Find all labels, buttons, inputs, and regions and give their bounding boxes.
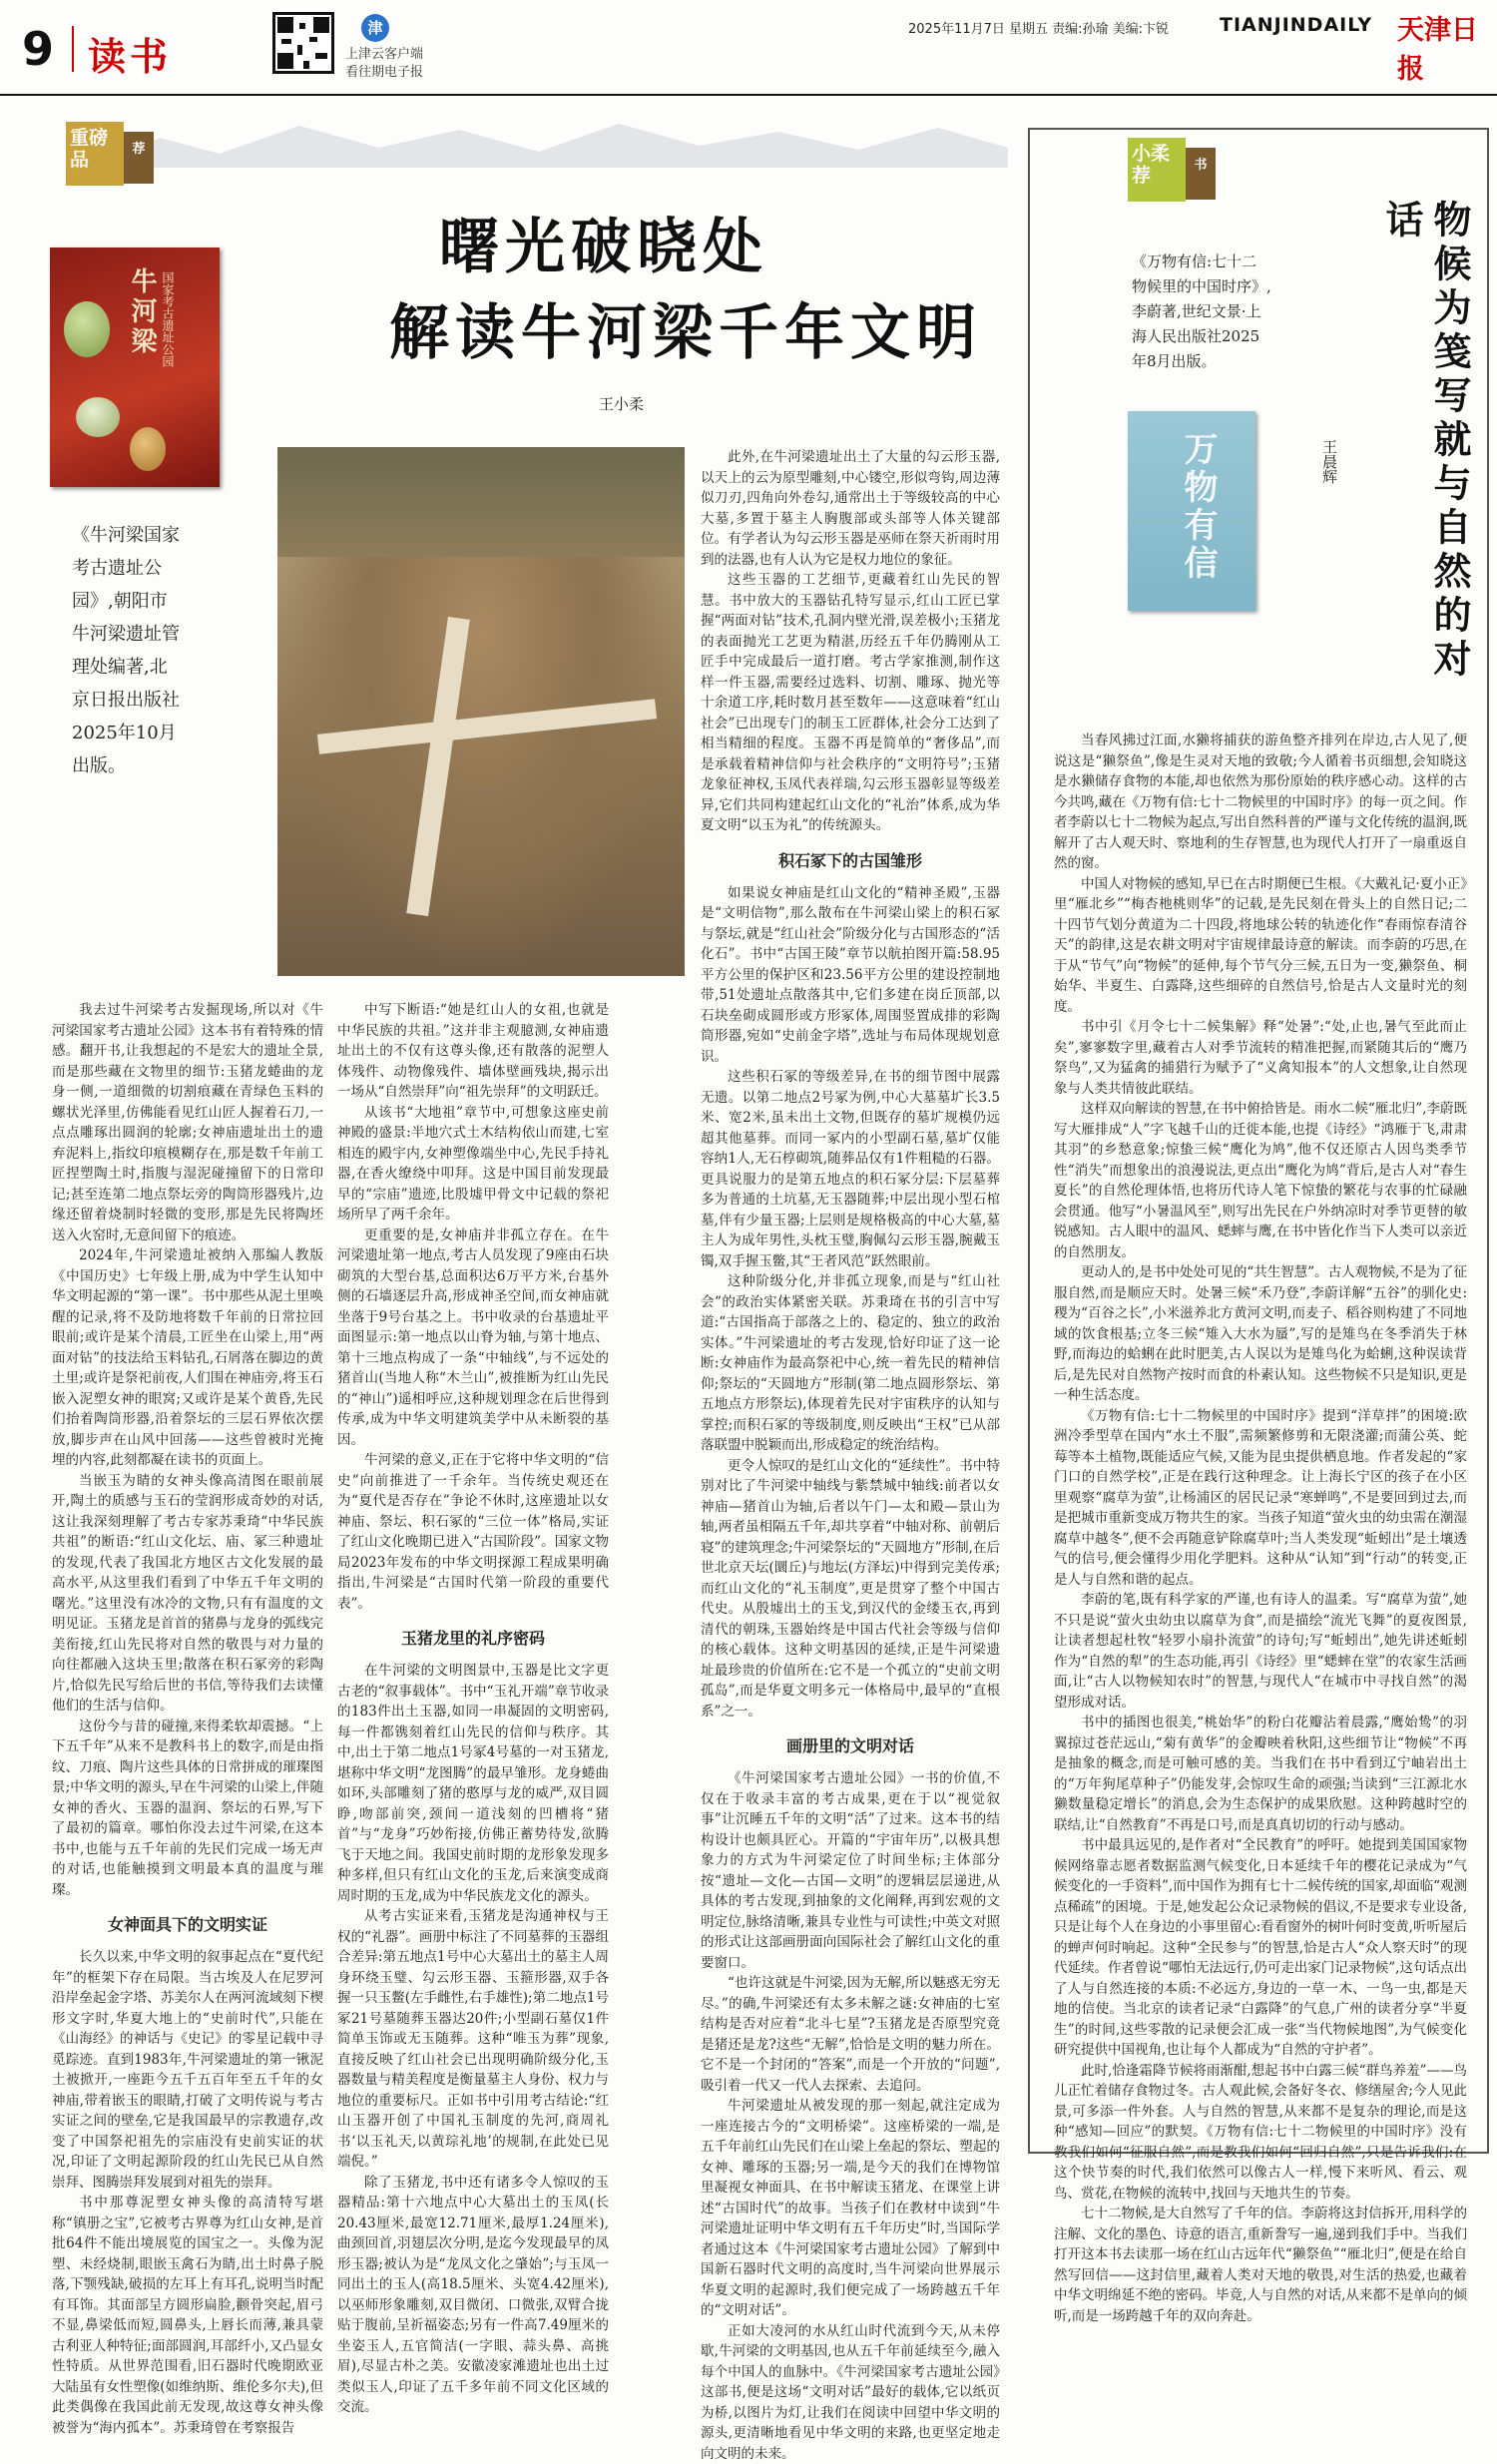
paragraph: 中国人对物候的感知,早已在古时期便已生根。《大戴礼记·夏小正》里“雁北乡”“梅杏杝桃则华”的记载,是先民刻在骨头上的自然日记;二十四节气划分黄道为二十四段,将地球公转的轨迹化作“春雨惊春清谷天”的韵律,这是农耕文明对宇宙规律最诗意的解读。而李蔚的巧思,在于从“节气”向“物候”的延伸,每个节气分三候,五日为一变,獭祭鱼、桐始华、半夏生、白露降,这些细碎的自然信号,恰是古人文量时光的刻度。	[1054, 874, 1467, 1018]
paragraph: 这份今与昔的碰撞,来得柔软却震撼。“上下五千年”从来不是教科书上的数字,而是由指纹、刀痕、陶片这些具体的日常拼成的璀璨图景;中华文明的源头,早在牛河梁的山梁上,伴随女神的香火、玉器的温润、祭坛的石界,写下了最初的篇章。哪怕你没去过牛河梁,在这本书中,也能与五千年前的先民们完成一场无声的对话,也能触摸到文明最本真的温度与璀璨。	[52, 1717, 323, 1901]
article-title-line-1: 曙光破晓处	[439, 200, 768, 285]
paragraph: 除了玉猪龙,书中还有诸多令人惊叹的玉器精品:第十六地点中心大墓出土的玉凤(长20.43厘米,最宽12.71厘米,最厚1.24厘米),曲颈回首,羽翅层次分明,是迄今发现最早的凤形玉器;被认为是“龙凤文化之肇始”;与玉凤一同出土的玉人(高18.5厘米、头宽4.42厘米),以巫师形象雕刻,双目微闭、口微张,双臂合拢贴于腹前,呈祈福姿态;另有一件高7.49厘米的坐姿玉人,五官简洁(一字眼、蒜头鼻、高挑眉),尽显古朴之美。安徽凌家滩遗址也出土过类似玉人,印证了五千多年前不同文化区域的交流。	[337, 2173, 609, 2418]
paragraph: 这些积石冢的等级差异,在书的细节图中展露无遗。以第二地点2号冢为例,中心大墓墓圹长3.5米、宽2米,虽未出土文物,但既存的墓圹规模仍远超其他墓葬。而同一冢内的小型副石墓,墓圹仅能容纳1人,无石椁砌筑,随葬品仅有1件粗糙的石器。更具说服力的是第五地点的积石冢分层:下层墓葬多为普通的土坑墓,无玉器随葬;中层出现小型石棺墓,伴有少量玉器;上层则是规格极高的中心大墓,墓主人为成年男性,头枕玉璧,胸佩勾云形玉器,腕戴玉镯,双手握玉鳖,其“王者风范”跃然眼前。	[701, 1067, 1000, 1271]
paragraph: 《牛河梁国家考古遗址公园》一书的价值,不仅在于收录丰富的考古成果,更在于以“视觉叙事”让沉睡五千年的文明“活”了过来。这本书的结构设计也颇具匠心。开篇的“宇宙年历”,以极具想象力的方式为牛河梁定位了时间坐标;主体部分按“遗址—文化—古国—文明”的逻辑层层递进,从具体的考古发现,到抽象的文化阐释,再到宏观的文明定位,脉络清晰,兼具专业性与可读性;中英文对照的形式让这部画册面向国际社会了解红山文化的重要窗口。	[701, 1768, 1000, 1973]
subheading: 积石冢下的古国雏形	[701, 848, 1000, 871]
paragraph: 这种阶级分化,并非孤立现象,而是与“红山社会”的政治实体紧密关联。苏秉琦在书的引言中写道:“古国指高于部落之上的、稳定的、独立的政治实体。”牛河梁遗址的考古发现,恰好印证了这一论断:女神庙作为最高祭祀中心,统一着先民的精神信仰;祭坛的“天圆地方”形制(第二地点圆形祭坛、第五地点方形祭坛),体现着先民对宇宙秩序的认知与掌控;而积石冢的等级制度,则反映出“王权”已从部落联盟中脱颖而出,形成稳定的统治结构。	[701, 1271, 1000, 1456]
paragraph: 这样双向解读的智慧,在书中俯拾皆是。雨水二候“雁北归”,李蔚既写大雁排成“人”字飞越千山的迁徙本能,也提《诗经》“鸿雁于飞,肃肃其羽”的乡愁意象;惊蛰三候“鹰化为鸠”,他不仅还原古人因鸟类季节性“消失”而想象出的浪漫说法,更点出“鹰化为鸠”背后,是古人对“春生夏长”的自然伦理体悟,也将历代诗人笔下惊蛰的繁花与农事的忙碌融会贯通。他写“小暑温风至”,则写出先民在户外纳凉时对季节更替的敏锐感知。古人眼中的温风、蟋蟀与鹰,在书中皆化作当下人类可以亲近的自然朋友。	[1054, 1099, 1467, 1262]
paragraph: 牛河梁遗址从被发现的那一刻起,就注定成为一座连接古今的“文明桥梁”。这座桥梁的一端,是五千年前红山先民们在山梁上垒起的祭坛、塑起的女神、雕琢的玉器;另一端,是今天的我们在博物馆里凝视女神面具、在书中解读玉猪龙、在课堂上讲述“古国时代”的故事。当孩子们在教材中读到“牛河梁遗址证明中华文明有五千年历史”时,当国际学者通过这本《牛河梁国家考古遗址公园》了解到中国新石器时代文明的高度时,当牛河梁向世界展示华夏文明的起源时,我们便完成了一场跨越五千年的“文明对话”。	[701, 2096, 1000, 2321]
sidebar-body	[1054, 731, 1467, 2148]
book-caption-right: 《万物有信:七十二物候里的中国时序》,李蔚著,世纪文景·上海人民出版社2025年8月出版。	[1132, 249, 1271, 374]
column-2	[337, 1000, 609, 2154]
paragraph: 牛河梁的意义,正在于它将中华文明的“信史”向前推进了一千余年。当传统史观还在为“夏代是否存在”争论不休时,这座遗址以女神庙、祭坛、积石冢的“三位一体”格局,实证了红山文化晚期已进入“古国阶段”。国家文物局2023年发布的中华文明探源工程成果明确指出,牛河梁是“古国时代第一阶段的重要代表”。	[337, 1450, 609, 1614]
sidebar-tag-suffix: 书	[1186, 148, 1216, 200]
issue-meta: 2025年11月7日 星期五 责编:孙瑜 美编:卞锐	[908, 18, 1169, 37]
sidebar-tag	[1128, 138, 1186, 202]
book-cover-right-title: 万物有信	[1174, 431, 1223, 583]
paragraph: 李蔚的笔,既有科学家的严谨,也有诗人的温柔。写“腐草为萤”,她不只是说“萤火虫幼虫以腐草为食”,而是描绘“流光飞舞”的夏夜图景,让读者想起杜牧“轻罗小扇扑流萤”的诗句;写“蚯蚓出”,她先讲述蚯蚓作为“自然的犁”的生态功能,再引《诗经》里“蟋蟀在堂”的农家生活画面,让“古人以物候知农时”的智慧,与现代人“在城市中寻找自然”的渴望形成对话。	[1054, 1590, 1467, 1713]
sidebar-author: 王晨辉	[1319, 439, 1340, 484]
paragraph: 2024年,牛河梁遗址被纳入那编人教版《中国历史》七年级上册,成为中学生认知中华文明起源的“第一课”。书中那些从泥土里唤醒的记录,将不及防地将数千年前的日常拉回眼前;或许是某个清晨,工匠坐在山梁上,用“两面对钻”的技法给玉料钻孔,石屑落在脚边的黄土里;或许是祭祀前夜,人们围在神庙旁,将玉石嵌入泥塑女神的眼窝;又或许是某个黄昏,先民们抬着陶筒形器,沿着祭坛的三层石界依次摆放,脚步声在山风中回荡——这些曾被时光掩埋的内容,此刻都凝在读书的页面上。	[52, 1245, 323, 1471]
paragraph: 书中那尊泥塑女神头像的高清特写堪称“镇册之宝”,它被考古界尊为红山女神,是首批64件不能出境展览的国宝之一。头像为泥塑、未经烧制,眼嵌玉禽石为睛,出土时鼻子脱落,下颚残缺,破损的左耳上有耳孔,说明当时配有耳饰。其面部呈方圆形扁脸,颧骨突起,眉弓不显,鼻梁低而短,圆鼻头,上唇长而薄,兼具蒙古利亚人种特征;面部圆润,耳部纤小,又凸显女性特质。从世界范围看,旧石器时代晚期欧亚大陆虽有女性塑像(如维纳斯、维伦多尔夫),但此类偶像在我国此前无发现,故这尊女神头像被誉为“海内孤本”。苏秉琦曾在考察报告	[52, 2193, 323, 2438]
excavation-photo	[277, 447, 685, 976]
paragraph: 《万物有信:七十二物候里的中国时序》提到“洋草拌”的困境:欧洲冷季型草在国内“水土不服”,需频繁修剪和无限浇灌;而蒲公英、蛇莓等本土植物,既能适应气候,又能为昆虫提供栖息地。作者发起的“家门口的自然学校”,正是在践行这种理念。让上海长宁区的孩子在小区里观察“腐草为萤”,让杨浦区的居民记录“寒蝉鸣”,不是要回到过去,而是把城市重新变成万物共生的家。当孩子知道“萤火虫的幼虫需在潮湿腐草中越冬”,便不会再随意铲除腐草叶;当人类发现“蚯蚓出”是土壤透气的信号,便会懂得少用化学肥料。这种从“认知”到“行动”的转变,正是人与自然和谐的起点。	[1054, 1406, 1467, 1591]
excavation-trench-cross	[317, 699, 657, 753]
subheading: 玉猪龙里的礼序密码	[337, 1626, 609, 1649]
paragraph: 更重要的是,女神庙并非孤立存在。在牛河梁遗址第一地点,考古人员发现了9座由石块砌筑的大型台基,总面积达6万平方米,台基外侧的石墙逐层升高,形成神圣空间,而女神庙就坐落于9号台基之上。书中收录的台基遗址平面图显示:第一地点以山脊为轴,与第十地点、第十三地点构成了一条“中轴线”,与不远处的猪首山(当地人称“木兰山”,被推断为红山先民的“神山”)遥相呼应,这种规划理念在后世得到传承,成为中华文明建筑美学中从未断裂的基因。	[337, 1226, 609, 1451]
jade-pig-dragon-icon	[64, 301, 110, 357]
qr-code-icon	[272, 12, 334, 74]
paragraph: 当春风拂过江面,水獭将捕获的游鱼整齐排列在岸边,古人见了,便说这是“獭祭鱼”,像是生灵对天地的致敬;今人循着书页细想,会知晓这是水獭储存食物的本能,却也依然为那份原始的秩序感心动。这样的古今共鸣,藏在《万物有信:七十二物候里的中国时序》的每一页之间。作者李蔚以七十二物候为起点,写出自然科普的严谨与文化传统的温润,既解开了古人观天时、察地利的生存智慧,也为现代人打开了一扇重返自然的窗。	[1054, 731, 1467, 874]
client-line-1: 上津云客户端	[345, 46, 423, 64]
paragraph: 书中引《月令七十二候集解》释“处暑”:“处,止也,暑气至此而止矣”,寥寥数字里,藏着古人对季节流转的精准把握,而紧随其后的“鹰乃祭鸟”,又为猛禽的捕猎行为赋予了“义禽知报本”的人文想象,让自然现象与人类共情彼此联结。	[1054, 1017, 1467, 1099]
brand-en: TIANJINDAILY	[1220, 14, 1372, 36]
mountain-decoration	[100, 118, 1008, 168]
paragraph: 正如大凌河的水从红山时代流到今天,从未停歇,牛河梁的文明基因,也从五千年前延续至今,融入每个中国人的血脉中。《牛河梁国家考古遗址公园》这部书,便是这场“文明对话”最好的载体,它以纸页为桥,以图片为灯,让我们在阅读中回望中华文明的源头,更清晰地看见中华文明的来路,也更坚定地走向文明的未来。	[701, 2321, 1000, 2464]
book-caption-left: 《牛河梁国家考古遗址公园》,朝阳市牛河梁遗址管理处编著,北京日报出版社2025年10月出版。	[72, 519, 182, 782]
brand-cn: 天津日报	[1397, 8, 1497, 86]
paragraph: 书中的插图也很美,“桃始华”的粉白花瓣沾着晨露,“鹰始鸷”的羽翼掠过苍茫远山,“菊有黄华”的金瓣映着秋阳,这些细节让“物候”不再是抽象的概念,而是可触可感的美。当我们在书中看到辽宁岫岩出土的“万年狗尾草种子”仍能发芽,会惊叹生命的顽强;当读到“三江源北水獭数量稳定增长”的消息,会为生态保护的成果欣慰。这种跨越时空的联结,让“自然教育”不再是口号,而是真真切切的行动与感动。	[1054, 1713, 1467, 1835]
excavation-trench	[406, 617, 470, 916]
sidebar-tag-label: 小柔荐	[1132, 143, 1170, 187]
book-cover-right	[1128, 411, 1255, 611]
paragraph: 书中最具远见的,是作者对“全民教育”的呼吁。她提到美国国家物候网络靠志愿者数据监测气候变化,日本延续千年的樱花记录成为“气候变化的一手资料”,而中国作为拥有七十二候传统的国家,却面临“观测点稀疏”的困境。于是,她发起公众记录物候的倡议,不是要求专业设备,只是让每个人在身边的小事里留心:看看窗外的树叶何时变黄,听听屋后的蝉声何时响起。这种“全民参与”的智慧,恰是古人“众人察天时”的现代延续。作者曾说“哪怕无法远行,仍可走出家门记录物候”,这句话点出了人与自然连接的本质:不必远方,身边的一草一木、一鸟一虫,都是天地的信使。当北京的读者记录“白露降”的气息,广州的读者分享“半夏生”的时间,这些零散的记录便会汇成一张“当代物候地图”,为气候变化研究提供中国视角,也让每个人都成为“自然的守护者”。	[1054, 1835, 1467, 2061]
paragraph: 中写下断语:“她是红山人的女祖,也就是中华民族的共祖。”这并非主观臆测,女神庙遗址出土的不仅有这尊头像,还有散落的泥塑人体残件、动物像残件、墙体壁画残块,揭示出一场从“自然崇拜”向“祖先崇拜”的文明跃迁。	[337, 1000, 609, 1103]
jade-ornament-icon	[76, 397, 120, 437]
book-cover-subtitle: 国家考古遗址公园	[160, 271, 177, 367]
column-3	[701, 447, 1000, 2154]
page-number: 9	[22, 22, 54, 76]
masthead-divider	[72, 26, 74, 72]
client-logo-icon: 津	[361, 14, 389, 42]
section-title: 读书	[88, 26, 172, 81]
paragraph: 七十二物候,是大自然写了千年的信。李蔚将这封信拆开,用科学的注解、文化的墨色、诗意的语言,重新誊写一遍,递到我们手中。当我们打开这本书去读那一场在红山古远年代“獭祭鱼”“雁北归”,便是在给自然写回信——这封信里,藏着人类对天地的敬畏,对生活的热爱,也藏着中华文明绵延不绝的密码。毕竟,人与自然的对话,从来都不是单向的倾听,而是一场跨越千年的双向奔赴。	[1054, 2204, 1467, 2326]
subheading: 女神面具下的文明实证	[52, 1912, 323, 1935]
paragraph: 长久以来,中华文明的叙事起点在“夏代纪年”的框架下存在局限。当古埃及人在尼罗河沿岸垒起金字塔、苏美尔人在两河流域刻下楔形文字时,华夏大地上的“史前时代”,只能在《山海经》的神话与《史记》的零星记载中寻觅踪迹。直到1983年,牛河梁遗址的第一锹泥土被掀开,一座距今五千五百年至五千年的女神庙,带着嵌玉的眼睛,打破了文明传说与考古实证之间的壁垒,它是我国最早的宗教遗存,改变了中国祭祀祖先的宗庙没有史前实证的状况,印证了文明起源阶段的红山先民已从自然崇拜、图腾崇拜发展到对祖先的崇拜。	[52, 1947, 323, 2193]
book-cover-left	[50, 247, 220, 487]
paragraph: 在牛河梁的文明图景中,玉器是比文字更古老的“叙事载体”。书中“玉礼开端”章节收录的183件出土玉器,如同一串凝固的文明密码,每一件都镌刻着红山先民的信仰与秩序。其中,出土于第二地点1号冢4号墓的一对玉猪龙,堪称中华文明“龙图腾”的最早雏形。龙身蜷曲如环,头部雕刻了猪的憨厚与龙的威严,双目圆睁,吻部前突,颈间一道浅刻的凹槽将“猪首”与“龙身”巧妙衔接,仿佛正蓄势待发,欲腾飞于天地之间。我国史前时期的龙形象发现多种多样,但只有红山文化的玉龙,后来演变成商周时期的玉龙,成为中华民族龙文化的源头。	[337, 1661, 609, 1906]
paragraph: 这些玉器的工艺细节,更藏着红山先民的智慧。书中放大的玉器钻孔特写显示,红山工匠已掌握“两面对钻”技术,孔洞内壁光滑,误差极小;玉猪龙的表面抛光工艺更为精湛,历经五千年仍腾刚从工匠手中完成最后一道打磨。考古学家推测,制作这样一件玉器,需要经过选料、切割、雕琢、抛光等十余道工序,耗时数月甚至数年——这意味着“红山社会”已出现专门的制玉工匠群体,社会分工达到了相当精细的程度。玉器不再是简单的“奢侈品”,而是承载着精神信仰与社会秩序的“文明符号”;玉猪龙象征神权,玉凤代表祥瑞,勾云形玉器彰显等级差异,它们共同构建起红山文化的“礼治”体系,成为华夏文明“以玉为礼”的传统源头。	[701, 570, 1000, 836]
tree-line	[277, 447, 685, 557]
client-promo	[345, 46, 423, 82]
article-author: 王小柔	[599, 393, 644, 414]
paragraph: “也许这就是牛河梁,因为无解,所以魅惑无穷无尽。”的确,牛河梁还有太多未解之谜:女神庙的七室结构是否对应着“北斗七星”?玉猪龙是否原型究竟是猪还是龙?这些“无解”,恰恰是文明的魅力所在。它不是一个封闭的“答案”,而是一个开放的“问题”,吸引着一代又一代人去探索、去追问。	[701, 1973, 1000, 2096]
section-tag-label: 重磅品	[70, 127, 108, 171]
subheading: 画册里的文明对话	[701, 1733, 1000, 1756]
paragraph: 此外,在牛河梁遗址出土了大量的勾云形玉器,以天上的云为原型雕刻,中心镂空,形似弯钩,周边薄似刀刃,四角向外卷勾,通常出土于等级较高的中心大墓,多置于墓主人胸腹部或头部等人体关键部位。有学者认为勾云形玉器是巫师在祭天祈雨时用到的法器,也有人认为它是权力地位的象征。	[701, 447, 1000, 570]
paragraph: 更令人惊叹的是红山文化的“延续性”。书中特别对比了牛河梁中轴线与紫禁城中轴线:前者以女神庙—猪首山为轴,后者以午门—太和殿—景山为轴,两者虽相隔五千年,却共享着“中轴对称、前朝后寝”的建筑理念;牛河梁祭坛的“天圆地方”形制,在后世北京天坛(圜丘)与地坛(方泽坛)中得到完美传承;而红山文化的“礼玉制度”,更是贯穿了整个中国古代史。从殷墟出土的玉戈,到汉代的金缕玉衣,再到清代的朝珠,玉器始终是中国古代社会等级与信仰的核心载体。这种文明基因的延续,正是牛河梁遗址最珍贵的价值所在:它不是一个孤立的“史前文明孤岛”,而是华夏文明多元一体格局中,最早的“直根系”之一。	[701, 1456, 1000, 1723]
pottery-icon	[130, 427, 166, 471]
paragraph: 我去过牛河梁考古发掘现场,所以对《牛河梁国家考古遗址公园》这本书有着特殊的情感。翻开书,让我想起的不是宏大的遗址全景,而是那些藏在文物里的细节:玉猪龙蜷曲的龙身一侧,一道细微的切割痕藏在青绿色玉料的螺状光泽里,仿佛能看见红山匠人握着石刀,一点点雕琢出圆润的轮廓;女神庙遗址出土的遗弃泥料上,指纹印痕模糊存在,那是数千年前工匠捏塑陶土时,指腹与湿泥碰撞留下的日常印记;甚至连第二地点祭坛旁的陶筒形器残片,边缘还留着烧制时轻微的变形,那是先民将陶坯送入火窑时,无意间留下的痕迹。	[52, 1000, 323, 1245]
section-tag	[66, 122, 124, 186]
paragraph: 从该书“大地祖”章节中,可想象这座史前神殿的盛景:半地穴式土木结构依山而建,七室相连的殿宇内,女神塑像端坐中心,先民手持礼器,在香火缭绕中叩拜。这是中国目前发现最早的“宗庙”遗迹,比殷墟甲骨文中记载的祭祀场所早了两千余年。	[337, 1103, 609, 1226]
client-line-2: 看往期电子报	[345, 64, 423, 82]
section-tag-suffix: 荐	[124, 132, 154, 184]
paragraph: 此时,恰逢霜降节候将雨渐酣,想起书中白露三候“群鸟养羞”——鸟儿正忙着储存食物过冬。古人观此候,会备好冬衣、修缮屋舍;今人见此景,可多添一件外套。人与自然的智慧,从来都不是复杂的理论,而是这种“感知—回应”的默契。《万物有信:七十二物候里的中国时序》没有教我们如何“征服自然”,而是教我们如何“回归自然”,只是告诉我们:在这个快节奏的时代,我们依然可以像古人一样,慢下来听风、看云、观鸟、赏花,在物候的流转中,找回与天地共生的节奏。	[1054, 2061, 1467, 2205]
column-1	[52, 1000, 323, 2154]
masthead	[0, 0, 1497, 96]
sidebar-title: 物候为笺写就与自然的对话	[1377, 200, 1473, 719]
paragraph: 从考古实证来看,玉猪龙是沟通神权与王权的“礼器”。画册中标注了不同墓葬的玉器组合差异:第五地点1号中心大墓出土的墓主人周身环绕玉璧、勾云形玉器、玉箍形器,双手各握一只玉鳖(左手雌性,右手雄性);第二地点1号冢21号墓随葬玉器达20件;小型副石墓仅1件简单玉饰或无玉随葬。这种“唯玉为葬”现象,直接反映了红山社会已出现明确阶级分化,玉器数量与精美程度是衡量墓主人身份、权力与地位的重要标尺。正如书中引用考古结论:“红山玉器开创了中国礼玉制度的先河,商周礼书‘以玉礼天,以黄琮礼地’的规制,在此处已见端倪。”	[337, 1906, 609, 2173]
book-cover-title: 牛河梁	[124, 267, 161, 357]
paragraph: 如果说女神庙是红山文化的“精神圣殿”,玉器是“文明信物”,那么散布在牛河梁山梁上的积石冢与祭坛,就是“红山社会”阶级分化与古国形态的“活化石”。书中“古国王陵”章节以航拍图开篇:58.95平方公里的保护区和23.56平方公里的建设控制地带,51处遗址点散落其中,它们多建在岗丘顶部,以石块垒砌成圆形或方形冢体,周围竖置成排的彩陶筒形器,宛如“史前金字塔”,选址与布局体现规划意识。	[701, 883, 1000, 1068]
paragraph: 更动人的,是书中处处可见的“共生智慧”。古人观物候,不是为了征服自然,而是顺应天时。处暑三候“禾乃登”,李蔚详解“五谷”的驯化史:稷为“百谷之长”,小米滋养北方黄河文明,而麦子、稻谷则构建了不同地域的饮食根基;立冬三候“雉入大水为蜃”,写的是雉鸟在冬季消失于林野,而海边的蛤蜊在此时肥美,古人误以为是雉鸟化为蛤蜊,这种误读背后,是先民对自然物产按时而食的朴素认知。这些物候不只是知识,更是一种生活态度。	[1054, 1262, 1467, 1406]
paragraph: 当嵌玉为睛的女神头像高清图在眼前展开,陶土的质感与玉石的莹润形成奇妙的对话,这让我深刻理解了考古专家苏秉琦“中华民族共祖”的断语:“红山文化坛、庙、冢三种遗址的发现,代表了我国北方地区古文化发展的最高水平,从这里我们看到了中华五千年文明的曙光。”这里没有冰冷的文物,只有有温度的文明见证。玉猪龙是首首的猪鼻与龙身的弧线完美衔接,红山先民将对自然的敬畏与对力量的向往都融入这块玉里;散落在积石冢旁的彩陶片,恰似先民写给后世的书信,等待我们去读懂他们的生活与信仰。	[52, 1471, 323, 1717]
article-title-line-2: 解读牛河梁千年文明	[389, 285, 982, 371]
